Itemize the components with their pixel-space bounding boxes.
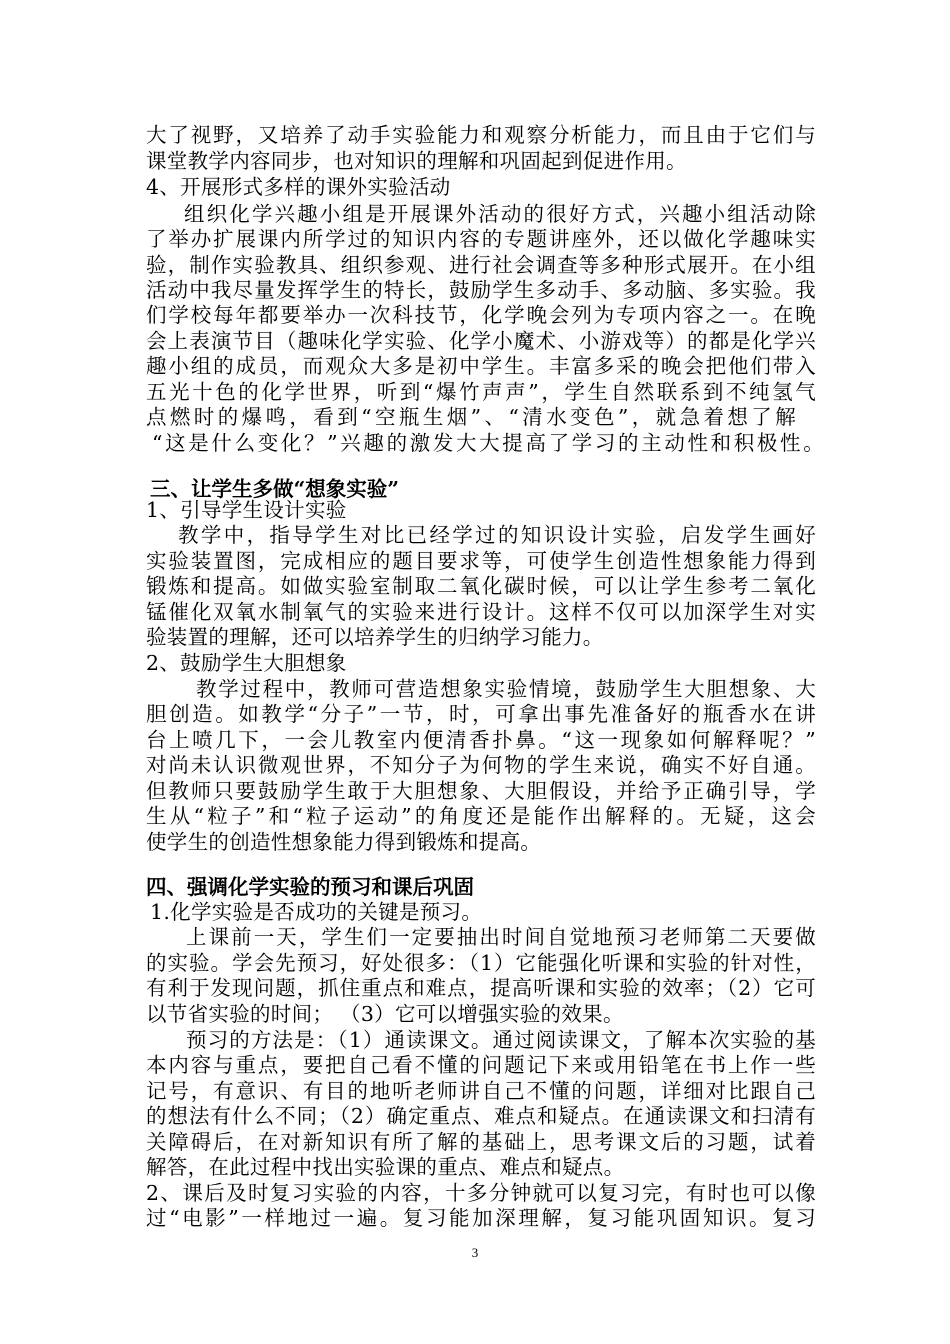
paragraph-line: 的实验。学会先预习，好处很多：（1）它能强化听课和实验的针对性， [146,951,816,975]
paragraph-line: 了举办扩展课内所学过的知识内容的专题讲座外，还以做化学趣味实 [146,227,816,251]
paragraph-line: 记号，有意识、有目的地听老师讲自己不懂的问题，详细对比跟自己 [146,1079,816,1103]
paragraph-line: 使学生的创造性想象能力得到锻炼和提高。 [146,830,542,854]
subsection-heading: 1.化学实验是否成功的关键是预习。 [150,900,483,924]
paragraph-line: 大了视野，又培养了动手实验能力和观察分析能力，而且由于它们与 [146,123,816,147]
paragraph-line: 点燃时的爆鸣，看到“空瓶生烟”、“清水变色”，就急着想了解 [146,405,796,429]
paragraph-line: 的想法有什么不同；（2）确定重点、难点和疑点。在通读课文和扫清有 [146,1104,816,1128]
paragraph-line: 实验装置图，完成相应的题目要求等，可使学生创造性想象能力得到 [146,549,816,573]
paragraph-line: 活动中我尽量发挥学生的特长，鼓励学生多动手、多动脑、多实验。我 [146,278,816,302]
paragraph-line: 本内容与重点，要把自己看不懂的问题记下来或用铅笔在书上作一些 [146,1053,816,1077]
paragraph-line: 但教师只要鼓励学生敢于大胆想象、大胆假设，并给予正确引导，学 [146,779,816,803]
paragraph-line: 胆创造。如教学“分子”一节，时，可拿出事先准备好的瓶香水在讲 [146,702,816,726]
paragraph-line: 验装置的理解，还可以培养学生的归纳学习能力。 [146,625,604,649]
paragraph-line: 上课前一天，学生们一定要抽出时间自觉地预习老师第二天要做 [186,925,816,949]
paragraph-line: 组织化学兴趣小组是开展课外活动的很好方式，兴趣小组活动除 [184,202,816,226]
paragraph-line: “这是什么变化？”兴趣的激发大大提高了学习的主动性和积极性。 [152,431,824,455]
paragraph-line: 教学中，指导学生对比已经学过的知识设计实验，启发学生画好 [178,523,816,547]
paragraph-line: 过“电影”一样地过一遍。复习能加深理解，复习能巩固知识。复习 [146,1206,816,1230]
paragraph-line: 解答，在此过程中找出实验课的重点、难点和疑点。 [146,1155,625,1179]
paragraph-line: 趣小组的成员，而观众大多是初中学生。丰富多采的晚会把他们带入 [146,354,816,378]
paragraph-line: 以节省实验的时间； （3）它可以增强实验的效果。 [146,1002,624,1026]
paragraph-line: 生从“粒子”和“粒子运动”的角度还是能作出解释的。无疑，这会 [146,804,816,828]
paragraph-line: 关障碍后，在对新知识有所了解的基础上，思考课文后的习题，试着 [146,1130,816,1154]
paragraph-line: 会上表演节目（趣味化学实验、化学小魔术、小游戏等）的都是化学兴 [146,329,816,353]
subsection-heading: 1、引导学生设计实验 [146,498,347,522]
paragraph-line: 五光十色的化学世界，听到“爆竹声声”，学生自然联系到不纯氢气 [146,380,816,404]
paragraph-line: 台上喷几下，一会儿教室内便清香扑鼻。“这一现象如何解释呢？” [146,728,816,752]
paragraph-line: 们学校每年都要举办一次科技节，化学晚会列为专项内容之一。在晚 [146,303,816,327]
paragraph-line: 有利于发现问题，抓住重点和难点，提高听课和实验的效率；（2）它可 [146,976,816,1000]
paragraph-line: 对尚未认识微观世界，不知分子为何物的学生来说，确实不好自通。 [146,753,816,777]
paragraph-line: 2、课后及时复习实验的内容，十多分钟就可以复习完，有时也可以像 [146,1181,816,1205]
section-heading: 三、让学生多做“想象实验” [150,477,400,501]
paragraph-line: 教学过程中，教师可营造想象实验情境，鼓励学生大胆想象、大 [196,677,816,701]
subsection-heading: 2、鼓励学生大胆想象 [146,651,347,675]
paragraph-line: 课堂教学内容同步，也对知识的理解和巩固起到促进作用。 [146,149,687,173]
paragraph-line: 预习的方法是：（1）通读课文。通过阅读课文，了解本次实验的基 [186,1028,816,1052]
subsection-heading: 4、开展形式多样的课外实验活动 [146,175,451,199]
section-heading: 四、强调化学实验的预习和课后巩固 [146,875,474,899]
paragraph-line: 锻炼和提高。如做实验室制取二氧化碳时候，可以让学生参考二氧化 [146,574,816,598]
paragraph-line: 锰催化双氧水制氧气的实验来进行设计。这样不仅可以加深学生对实 [146,600,816,624]
paragraph-line: 验，制作实验教具、组织参观、进行社会调查等多种形式展开。在小组 [146,253,816,277]
page-number: 3 [471,1245,479,1260]
